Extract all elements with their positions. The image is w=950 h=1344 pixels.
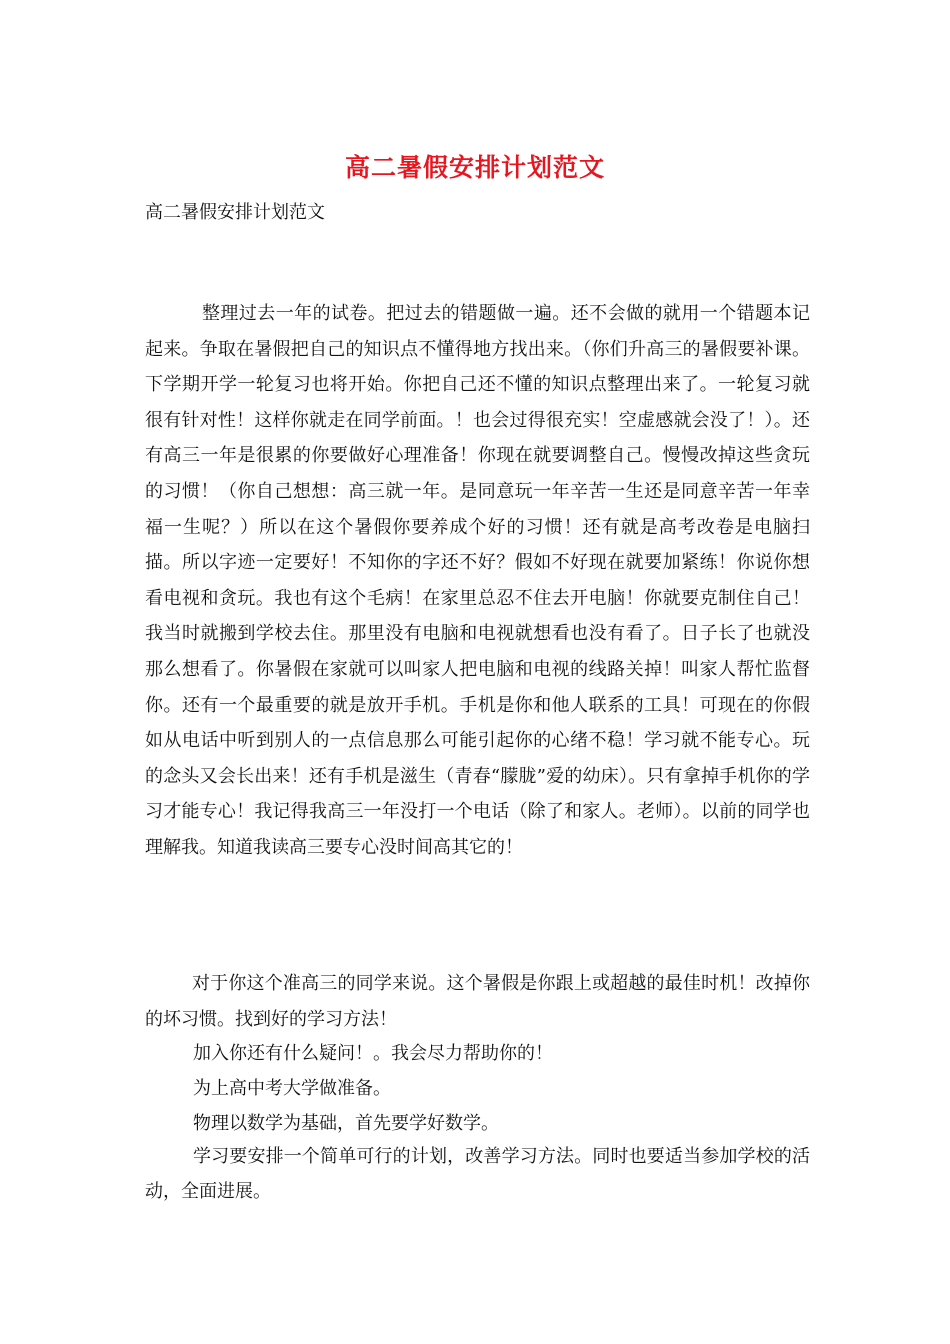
body-line-1: 加入你还有什么疑问！。我会尽力帮助你的！ <box>193 1043 553 1064</box>
document-subtitle: 高二暑假安排计划范文 <box>145 202 325 223</box>
document-title: 高二暑假安排计划范文 <box>344 153 605 182</box>
body-line-3: 物理以数学为基础，首先要学好数学。 <box>193 1113 499 1134</box>
body-paragraph-2: 对于你这个准高三的同学来说。这个暑假是你跟上或超越的最佳时机！改掉你的坏习惯。找到好的学习方法！ <box>145 973 810 1030</box>
body-paragraph-3: 学习要安排一个简单可行的计划，改善学习方法。同时也要适当参加学校的活动，全面进展。 <box>145 1146 810 1202</box>
body-line-2: 为上高中考大学做准备。 <box>193 1078 391 1099</box>
body-paragraph-1: 整理过去一年的试卷。把过去的错题做一遍。还不会做的就用一个错题本记起来。争取在暑假把自己的知识点不懂得地方找出来。（你们升高三的暑假要补课。下学期开学一轮复习也将开始。你把自己还不懂的知识点整理出来了。一轮复习就很有针对性！这样你就走在同学前面。！也会过得很充实！空虚感就会没了！）。还有高三一年是很累的你要做好心理准备！你现在就要调整自己。慢慢改掉这些贪玩的习惯！（你自己想想：高三就一年。是同意玩一年辛苦一生还是同意辛苦一年幸福一生呢？）所以在这个暑假你要养成个好的习惯！还有就是高考改卷是电脑扫描。所以字迹一定要好！不知你的字还不好？假如不好现在就要加紧练！你说你想看电视和贪玩。我也有这个毛病！在家里总忍不住去开电脑！你就要克制住自己！我当时就搬到学校去住。那里没有电脑和电视就想看也没有看了。日子长了也就没那么想看了。你暑假在家就可以叫家人把电脑和电视的线路关掉！叫家人帮忙监督你。还有一个最重要的就是放开手机。手机是你和他人联系的工具！可现在的你假如从电话中听到别人的一点信息那么可能引起你的心绪不稳！学习就不能专心。玩的念头又会长出来！还有手机是滋生（青春“朦胧”爱的幼床）。只有拿掉手机你的学习才能专心！我记得我高三一年没打一个电话（除了和家人。老师）。以前的同学也理解我。知道我读高三要专心没时间高其它的！ <box>145 303 810 858</box>
